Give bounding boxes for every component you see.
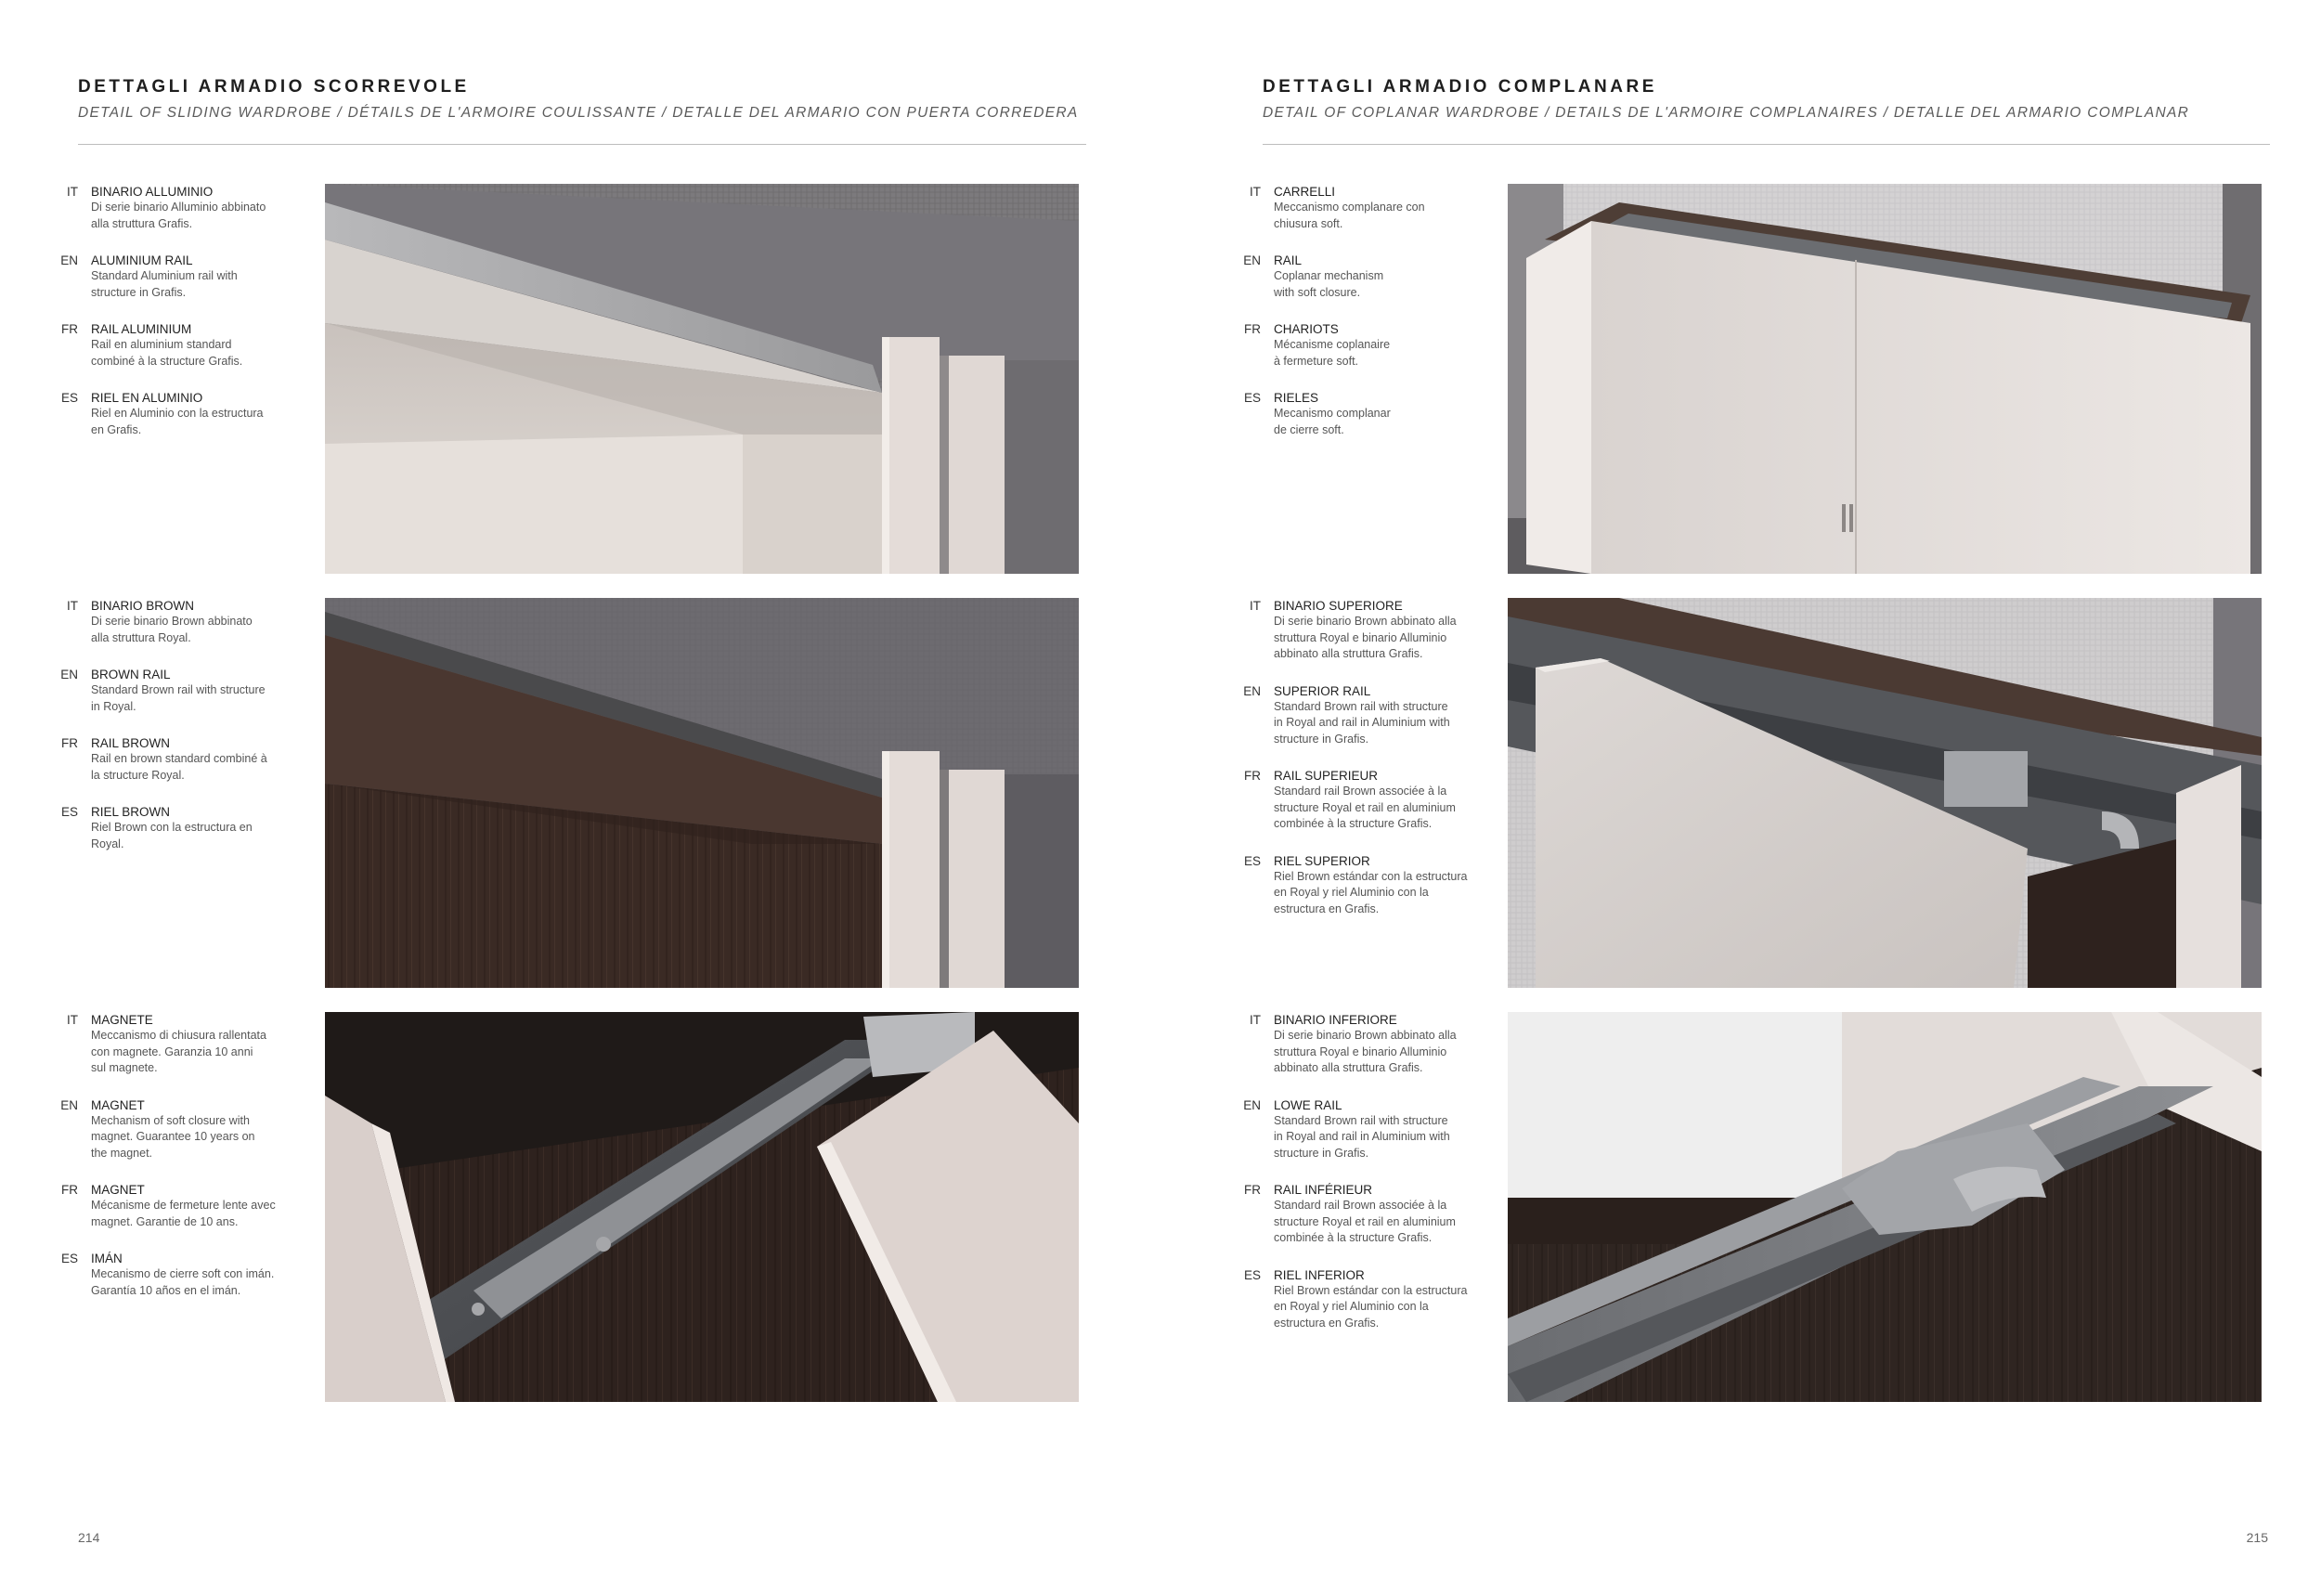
left-subtitle: DETAIL OF SLIDING WARDROBE / DÉTAILS DE L'ARMOIRE COULISSANTE / DETALLE DEL ARMARIO CON PUERTA CORREDERA <box>78 105 1079 121</box>
entry-heading: LOWE RAIL <box>1274 1097 1342 1112</box>
entry-body: Standard Brown rail with structure in Royal. <box>91 683 266 713</box>
photo-lower-rail <box>1508 1012 2262 1402</box>
entry-body: Mecanismo complanar de cierre soft. <box>1274 407 1391 436</box>
entry-heading: IMÁN <box>91 1252 123 1265</box>
lang-code: EN <box>1243 253 1261 267</box>
entry-body: Mécanisme coplanaire à fermeture soft. <box>1274 338 1391 368</box>
entry-es <box>43 390 293 438</box>
entry-body: Meccanismo complanare con chiusura soft. <box>1274 201 1425 230</box>
entry-it <box>43 184 293 232</box>
entry-heading: RIEL INFERIOR <box>1274 1267 1365 1282</box>
photo-coplanar-wardrobe <box>1508 184 2262 574</box>
photo-aluminium-rail <box>325 184 1079 574</box>
entry-body: Riel Brown estándar con la estructura en Royal y riel Aluminio con la estructura en Grafis. <box>1274 1283 1468 1330</box>
entry-heading: MAGNET <box>91 1097 145 1112</box>
description-block <box>1225 1012 1476 1352</box>
entry-heading: RAIL <box>1274 253 1303 267</box>
entry-heading: RAIL BROWN <box>91 736 171 750</box>
entry-es <box>1225 853 1476 918</box>
description-block <box>43 1012 293 1319</box>
entry-body: Standard Brown rail with structure in Royal and rail in Aluminium with structure in Grafis. <box>1274 699 1450 746</box>
lang-code: EN <box>60 1097 78 1112</box>
entry-body: Standard rail Brown associée à la structure Royal et rail en aluminium combinée à la structure Grafis. <box>1274 1199 1456 1244</box>
entry-body: Standard rail Brown associée à la structure Royal et rail en aluminium combinée à la structure Grafis. <box>1274 785 1456 830</box>
lang-code: IT <box>1250 1013 1261 1027</box>
lang-code: ES <box>1243 1267 1261 1282</box>
entry-fr <box>43 321 293 370</box>
photo-superior-rail <box>1508 598 2262 988</box>
right-divider <box>1263 144 2270 145</box>
lang-code: IT <box>67 185 78 199</box>
entry-en <box>1225 1097 1476 1162</box>
entry-en <box>43 667 293 715</box>
right-page <box>1160 0 2321 1596</box>
entry-body: Di serie binario Brown abbinato alla struttura Royal e binario Alluminio abbinato alla struttura Grafis. <box>1274 615 1457 660</box>
entry-heading: BINARIO SUPERIORE <box>1274 599 1403 613</box>
description-block <box>1225 598 1476 938</box>
entry-heading: BINARIO BROWN <box>91 599 195 613</box>
entry-heading: MAGNETE <box>91 1013 153 1027</box>
entry-en <box>1225 253 1476 301</box>
entry-body: Di serie binario Alluminio abbinato alla struttura Grafis. <box>91 201 266 230</box>
left-title: DETTAGLI ARMADIO SCORREVOLE <box>78 77 470 97</box>
right-header <box>1263 76 2270 145</box>
lang-code: ES <box>60 805 78 819</box>
section-magnet <box>43 1012 1079 1402</box>
entry-heading: RAIL INFÉRIEUR <box>1274 1183 1373 1197</box>
lang-code: FR <box>1244 1183 1261 1197</box>
left-page <box>0 0 1160 1596</box>
entry-heading: BINARIO ALLUMINIO <box>91 185 214 199</box>
right-title: DETTAGLI ARMADIO COMPLANARE <box>1263 77 1657 97</box>
photo-magnet <box>325 1012 1079 1402</box>
entry-body: Di serie binario Brown abbinato alla struttura Royal. <box>91 615 253 644</box>
lang-code: IT <box>67 599 78 613</box>
entry-body: Standard Brown rail with structure in Royal and rail in Aluminium with structure in Grafis. <box>1274 1113 1450 1160</box>
left-divider <box>78 144 1086 145</box>
entry-body: Riel en Aluminio con la estructura en Grafis. <box>91 407 264 436</box>
lang-code: ES <box>1243 391 1261 405</box>
lang-code: FR <box>61 736 78 750</box>
entry-body: Standard Aluminium rail with structure in Grafis. <box>91 269 238 299</box>
entry-fr <box>43 1182 293 1230</box>
entry-es <box>43 804 293 852</box>
page-number: 215 <box>2246 1530 2268 1545</box>
entry-heading: BINARIO INFERIORE <box>1274 1013 1397 1027</box>
entry-heading: RIEL EN ALUMINIO <box>91 391 203 405</box>
description-block <box>43 184 293 459</box>
photo-brown-rail <box>325 598 1079 988</box>
entry-heading: RAIL SUPERIEUR <box>1274 769 1379 783</box>
entry-es <box>1225 390 1476 438</box>
lang-code: ES <box>1243 853 1261 868</box>
entry-heading: BROWN RAIL <box>91 668 171 681</box>
entry-body: Riel Brown con la estructura en Royal. <box>91 821 253 850</box>
entry-heading: SUPERIOR RAIL <box>1274 683 1371 698</box>
lang-code: FR <box>61 1183 78 1197</box>
description-block <box>43 598 293 873</box>
lang-code: ES <box>60 391 78 405</box>
section-carrelli <box>1225 184 2271 574</box>
section-superior-rail <box>1225 598 2271 988</box>
entry-heading: RAIL ALUMINIUM <box>91 322 192 336</box>
section-lower-rail <box>1225 1012 2271 1402</box>
lang-code: FR <box>1244 322 1261 336</box>
entry-es <box>43 1251 293 1299</box>
entry-body: Rail en aluminium standard combiné à la structure Grafis. <box>91 338 243 368</box>
entry-body: Mecanismo de cierre soft con imán. Garantía 10 años en el imán. <box>91 1267 275 1297</box>
entry-body: Mechanism of soft closure with magnet. Guarantee 10 years on the magnet. <box>91 1113 255 1160</box>
lang-code: ES <box>60 1252 78 1265</box>
entry-body: Di serie binario Brown abbinato alla struttura Royal e binario Alluminio abbinato alla struttura Grafis. <box>1274 1029 1457 1074</box>
entry-heading: ALUMINIUM RAIL <box>91 253 193 267</box>
entry-heading: RIEL BROWN <box>91 805 171 819</box>
entry-heading: RIELES <box>1274 391 1319 405</box>
section-brown-rail <box>43 598 1079 988</box>
description-block <box>1225 184 1476 459</box>
entry-fr <box>43 735 293 784</box>
entry-body: Rail en brown standard combiné à la structure Royal. <box>91 752 267 782</box>
entry-fr <box>1225 321 1476 370</box>
entry-en <box>43 253 293 301</box>
lang-code: FR <box>1244 769 1261 783</box>
lang-code: EN <box>60 668 78 681</box>
entry-it <box>43 1012 293 1077</box>
entry-body: Meccanismo di chiusura rallentata con magnete. Garanzia 10 anni sul magnete. <box>91 1029 266 1074</box>
entry-heading: CARRELLI <box>1274 185 1336 199</box>
entry-it <box>1225 184 1476 232</box>
entry-en <box>1225 683 1476 748</box>
page-number: 214 <box>78 1530 100 1545</box>
entry-fr <box>1225 768 1476 833</box>
entry-body: Mécanisme de fermeture lente avec magnet. Garantie de 10 ans. <box>91 1199 276 1228</box>
entry-es <box>1225 1267 1476 1332</box>
lang-code: EN <box>60 253 78 267</box>
entry-fr <box>1225 1182 1476 1247</box>
lang-code: IT <box>1250 599 1261 613</box>
entry-it <box>1225 1012 1476 1077</box>
entry-body: Coplanar mechanism with soft closure. <box>1274 269 1384 299</box>
right-subtitle: DETAIL OF COPLANAR WARDROBE / DETAILS DE L'ARMOIRE COMPLANAIRES / DETALLE DEL ARMARIO COMPLANAR <box>1263 105 2190 121</box>
entry-it <box>43 598 293 646</box>
entry-heading: MAGNET <box>91 1183 145 1197</box>
lang-code: FR <box>61 322 78 336</box>
entry-body: Riel Brown estándar con la estructura en Royal y riel Aluminio con la estructura en Grafis. <box>1274 869 1468 915</box>
lang-code: IT <box>67 1013 78 1027</box>
entry-heading: CHARIOTS <box>1274 322 1339 336</box>
entry-en <box>43 1097 293 1162</box>
entry-heading: RIEL SUPERIOR <box>1274 853 1370 868</box>
lang-code: IT <box>1250 185 1261 199</box>
entry-it <box>1225 598 1476 663</box>
left-header <box>78 76 1086 145</box>
lang-code: EN <box>1243 1097 1261 1112</box>
section-aluminium-rail <box>43 184 1079 574</box>
lang-code: EN <box>1243 683 1261 698</box>
